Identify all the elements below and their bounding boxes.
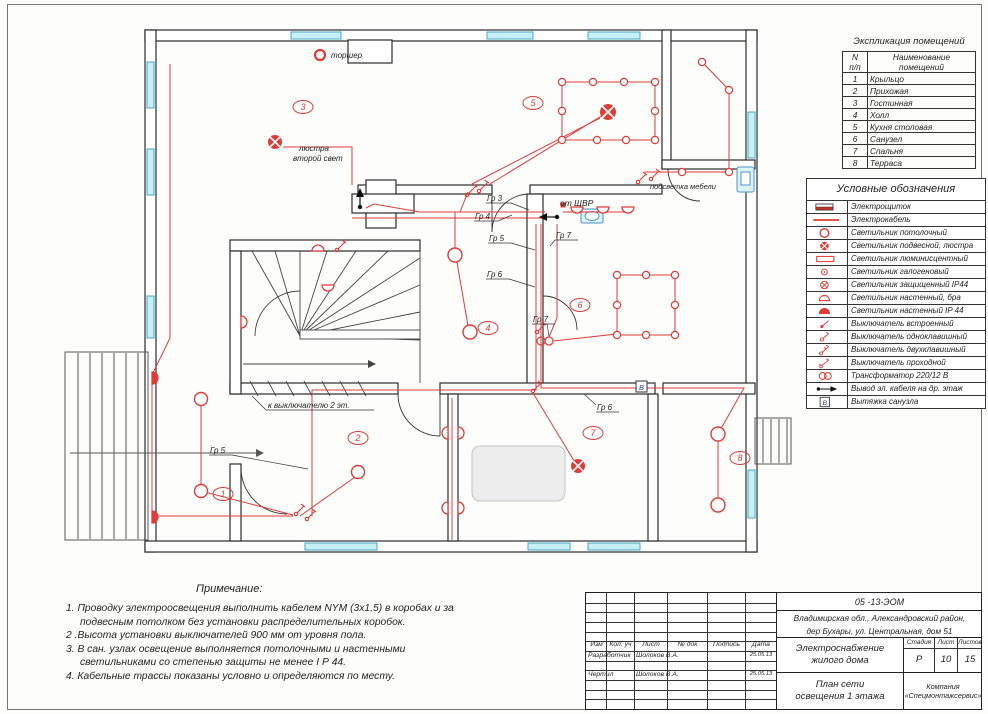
- label-gr5-hall: Гр 5: [210, 446, 226, 455]
- tb-sheet-label: Лист: [935, 638, 958, 649]
- cable-exit-icon: [807, 383, 848, 395]
- ceiling-light-icon: [807, 227, 848, 239]
- legend-label: Вытяжка санузла: [851, 397, 919, 406]
- label-gr4: Гр 4: [475, 212, 491, 221]
- svg-text:3: 3: [300, 102, 306, 112]
- tb-col-ndok: № док: [677, 641, 698, 648]
- legend-item: [807, 227, 985, 240]
- label-torsher: торшер: [331, 51, 363, 60]
- explication-title: Экспликация помещений: [853, 36, 965, 47]
- legend-label: Электрокабель: [851, 215, 911, 224]
- room-number: [293, 101, 313, 114]
- switch-built-in-icon: [807, 318, 848, 330]
- tb-doc-code: 05 -13-ЭОМ: [777, 593, 982, 611]
- stairs: [243, 251, 420, 396]
- legend-item: [807, 292, 985, 305]
- legend-label: Выключатель двухклавишный: [851, 345, 966, 354]
- legend-item: [807, 201, 985, 214]
- legend-item: [807, 240, 985, 253]
- pendant-light-icon: [807, 240, 848, 252]
- halogen-grid-bathroom: [613, 271, 678, 338]
- tb-address: Владимирская обл., Александровский район, дер Бухары, ул. Центральная, дом 51: [777, 611, 982, 638]
- svg-text:8: 8: [737, 453, 743, 463]
- tb-stage: Р: [904, 649, 935, 673]
- legend-item: [807, 253, 985, 266]
- chandelier-icon: [268, 135, 282, 149]
- explication-row: 1 Крыльцо: [843, 73, 976, 85]
- right-porch: [755, 418, 791, 464]
- tb-col-kol: Кол. уч: [609, 641, 632, 648]
- explication-row: 8 Терраса: [843, 157, 976, 169]
- tb-row2-role: Чертил: [588, 671, 614, 678]
- walls: [145, 30, 757, 552]
- legend-item: [807, 318, 985, 331]
- legend-rows: [807, 201, 985, 408]
- legend-label: Светильник подвесной, люстра: [851, 241, 974, 250]
- legend-item: [807, 214, 985, 227]
- legend-label: Светильник галогеновый: [851, 267, 949, 276]
- chandelier-icon: [600, 104, 616, 120]
- note-line: 4. Кабельные трассы показаны условно и определяются по месту.: [66, 670, 395, 682]
- legend-label: Светильник защищенный IP44: [851, 280, 969, 289]
- svg-text:2: 2: [355, 433, 361, 443]
- tb-col-data: Дата: [752, 641, 770, 648]
- legend-label: Светильник потолочный: [851, 228, 947, 237]
- tb-row1-date: 25.05.13: [749, 652, 773, 658]
- room-number: [348, 432, 368, 445]
- explication-row: 6 Санузел: [843, 133, 976, 145]
- notes: [66, 583, 480, 683]
- bathroom-exhaust-icon: [807, 396, 848, 408]
- svg-text:1: 1: [220, 489, 226, 499]
- svg-text:4: 4: [485, 323, 491, 333]
- legend-item: [807, 344, 985, 357]
- fridge-icon: [737, 167, 754, 192]
- note-line: 1. Проводку электроосвещения выполнить кабелем NYM (3х1,5) в коробах и за подвесным потолком без установки распределительных коробок.: [66, 603, 454, 628]
- label-gr3: Гр 3: [487, 194, 503, 203]
- legend-item: [807, 357, 985, 370]
- switch-pass-through-icon: [807, 357, 848, 369]
- fluorescent-light-icon: [807, 253, 848, 265]
- protected-light-ip44-icon: [807, 279, 848, 291]
- legend-label: Светильник люминисцентный: [851, 254, 968, 263]
- halogen-grid-kitchen: [558, 58, 732, 175]
- label-ot-shvr: от ЩВР: [560, 198, 594, 208]
- svg-text:5: 5: [530, 98, 536, 108]
- legend-item: [807, 383, 985, 396]
- legend-item: [807, 279, 985, 292]
- tb-sheets-label: Листов: [958, 638, 982, 649]
- tb-col-podpis: Подпись: [713, 641, 740, 648]
- legend-label: Трансформатор 220/12 В: [851, 371, 949, 380]
- legend-label: Выключатель встроенный: [851, 319, 954, 328]
- note-line: 3. В сан. узлах освещение выполняется потолочными и настенными светильниками со степенью защиты не менее I Р 44.: [66, 643, 406, 669]
- room-number: [478, 322, 498, 335]
- tb-project-title: Электроснабжение жилого дома: [777, 638, 904, 673]
- legend-label: Электрощиток: [851, 202, 911, 211]
- explication-col-name: Наименование помещений: [868, 52, 976, 73]
- tb-sheets: 15: [958, 649, 982, 673]
- label-gr7-top: Гр 7: [556, 231, 572, 240]
- legend-label: Выключатель одноклавишный: [851, 332, 968, 341]
- label-gr6-hall: Гр 6: [597, 403, 613, 412]
- tb-col-izm: Изм: [590, 641, 603, 648]
- explication-row: 4 Холл: [843, 109, 976, 121]
- tb-row2-date: 25.05.13: [749, 671, 773, 677]
- switch-icon: [636, 172, 647, 184]
- label-gr6-top: Гр 6: [487, 270, 503, 279]
- legend-label: Выключатель проходной: [851, 358, 946, 367]
- notes-lines: [66, 602, 480, 683]
- legend-label: Светильник настенный IP 44: [851, 306, 964, 315]
- label-gr7-bath: Гр 7: [533, 315, 549, 324]
- tb-row1-role: Разработчик: [588, 652, 631, 659]
- legend-item: [807, 331, 985, 344]
- transformer-icon: [807, 370, 848, 382]
- label-podsvetka: подсветка мебели: [650, 182, 716, 191]
- tb-sheet: 10: [935, 649, 958, 673]
- legend-label: Светильник настенный, бра: [851, 293, 961, 302]
- label-lustra-2: второй свет: [293, 154, 343, 163]
- explication-table: [842, 36, 976, 169]
- room-number: [570, 299, 590, 312]
- legend-label: Вывод эл. кабеля на др. этаж: [851, 384, 963, 393]
- tb-row2-name: Шолоков В.А.: [636, 671, 679, 678]
- room-number: [583, 427, 603, 440]
- label-gr5-top: Гр 5: [489, 234, 505, 243]
- legend-item: [807, 266, 985, 279]
- note-line: 2 .Высота установки выключателей 900 мм от уровня пола.: [66, 630, 367, 642]
- electric-cable-icon: [807, 214, 848, 226]
- room-number: [523, 97, 543, 110]
- legend-item: [807, 396, 985, 408]
- explication-row: 7 Спальня: [843, 145, 976, 157]
- exhaust-box-icon: [636, 381, 647, 392]
- bed: [472, 446, 565, 501]
- legend: [806, 178, 986, 409]
- tb-drawing-title: План сети освещения 1 этажа: [777, 673, 904, 709]
- legend-item: [807, 370, 985, 383]
- exhaust-letter: В: [638, 383, 645, 392]
- explication-row: 2 Прихожая: [843, 85, 976, 97]
- doors: [241, 169, 700, 514]
- legend-item: [807, 305, 985, 318]
- halogen-light-icon: [807, 266, 848, 278]
- title-block: [585, 592, 982, 710]
- tb-company: Компания «Спецмонтажсервис»: [904, 682, 982, 700]
- svg-text:7: 7: [590, 428, 596, 438]
- switch-icon: [649, 169, 660, 181]
- ceiling-lights: [195, 50, 726, 512]
- tb-stage-label: Стадия: [904, 638, 935, 649]
- svg-text:6: 6: [577, 300, 583, 310]
- tb-col-list: Лист: [642, 641, 660, 648]
- legend-title: Условные обозначения: [807, 179, 985, 201]
- electric-panel-icon: [807, 201, 848, 213]
- explication-col-n: N п/п: [843, 52, 868, 73]
- switch-double-icon: [807, 344, 848, 356]
- switch-single-icon: [807, 331, 848, 343]
- tb-row1-name: Шолоков В.А.: [636, 652, 679, 659]
- floor-lamp-icon: [315, 50, 325, 60]
- label-lustra-1: люстра: [299, 144, 329, 153]
- wall-light-ip44-icon: [807, 305, 848, 317]
- wall-light-bra-icon: [807, 292, 848, 304]
- label-k-vykl: к выключателю 2 эт.: [268, 401, 350, 410]
- explication-row: 3 Гостинная: [843, 97, 976, 109]
- chandelier-icon: [571, 459, 585, 473]
- notes-title: Примечание:: [196, 583, 263, 595]
- explication-body: [843, 73, 976, 169]
- explication-row: 5 Кухня столовая: [843, 121, 976, 133]
